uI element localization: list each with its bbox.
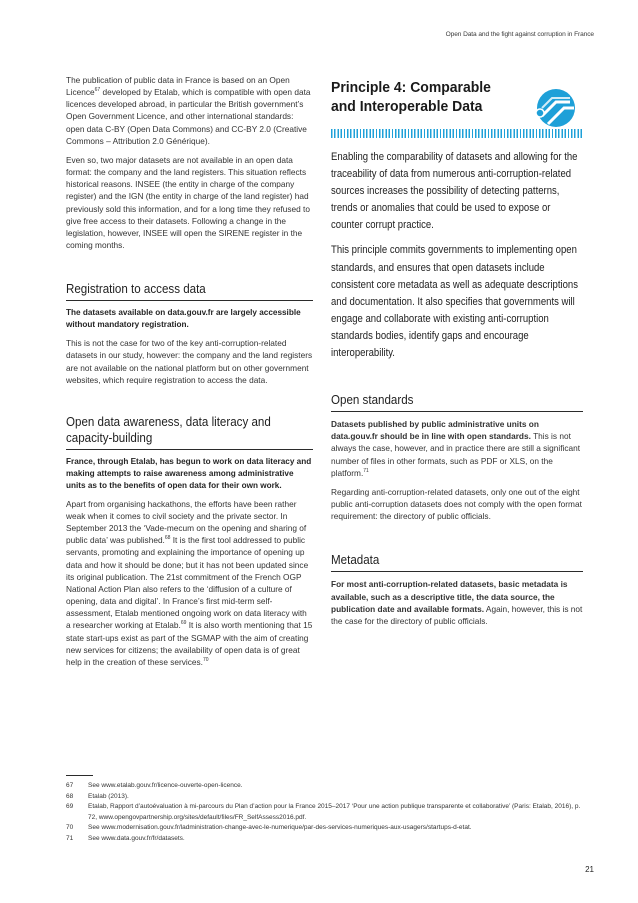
footnote: 67 See www.etalab.gouv.fr/licence-ouverte-open-licence.	[66, 782, 243, 789]
intro-paragraph-1: The publication of public data in France is based on an Open Licence$^{67}$ developed by Etalab, which is compatible with open data licences developed abroad, in particular the British government’s Open Government Licence, and other international standards: open data C-BY (Open Data Commons) and CC-BY 2.0 (Creative Commons – Attribution 2.0 Générique).	[66, 75, 311, 146]
page-number: 21	[585, 865, 594, 874]
right-column	[331, 78, 583, 634]
section-rule	[331, 571, 583, 572]
metadata-heading: Metadata	[331, 553, 380, 568]
section-rule	[331, 411, 583, 412]
footnote: 68 Etalab (2013).	[66, 792, 129, 800]
open-standards-heading: Open standards	[331, 393, 414, 408]
principle-bar-rule	[331, 129, 583, 138]
section-rule	[66, 300, 313, 301]
intro-paragraph-2: Even so, two major datasets are not available in an open data format: the company and the land registers. This situation reflects historical reasons. INSEE (the entity in charge of the company register) and the IGN (the entity in charge of the land register) had previously sold this information, and for a long time they refused to give free access to their datasets. Following a change in the legislation, however, INSEE will open the SIRENE register in the coming months.	[66, 154, 310, 251]
registration-heading: Registration to access data	[66, 282, 206, 297]
registration-body: This is not the case for two of the key anti-corruption-related datasets in our study, however: the company and the land registers are not available on the national platform but on other government websites, which require registration to access the data.	[66, 338, 313, 385]
awareness-body: Apart from organising hackathons, the efforts have been rather weak when it comes to civil society and the private sector. In September 2013 the ‘Vade-mecum on the opening and sharing of public data’ was published.$^{68}$ It is the first tool addressed to public servants, promoting and explaining the importance of opening up data and how it should be done; but it has not been updated since its original publication. The 21st commitment of the French OGP National Action Plan also refers to the ‘diffusion of a culture of opening, data and digital’. In France’s first mid-term self-assessment, Etalab mentioned ongoing work on data literacy with a researcher working at Etalab.$^{69}$ It is also worth mentioning that 15 state start-ups exist as part of the SGMAP with the aim of creating new services for citizens; the availability of open data is of great help in the creation of these services.$^{70}$	[66, 498, 313, 667]
comparable-data-icon	[534, 86, 578, 130]
principle-header	[331, 78, 583, 128]
left-column	[66, 74, 313, 675]
footnote-rule	[66, 775, 93, 776]
awareness-lead: France, through Etalab, has begun to work on data literacy and making attempts to raise awareness among administrative units as to the benefits of open data for their own work.	[66, 456, 312, 490]
section-rule	[66, 449, 313, 450]
open-standards-body: Datasets published by public administrative units on data.gouv.fr should be in line with open standards. This is not always the case, however, and in practice there are still a significant number of files in other formats, such as PDF or XLS, on the platform.$^{71}$	[331, 419, 581, 478]
metadata-body: For most anti-corruption-related datasets, basic metadata is available, such as a descriptive title, the data source, the publication date and available formats. Again, however, this is not the case for the directory of public officials.	[331, 579, 583, 626]
principle-paragraph-1: Enabling the comparability of datasets and allowing for the traceability of data from numerous anti-corruption-related sources increases the possibility of detecting patterns, trends or anomalies that could be used to expose or counter corrupt practice.	[331, 151, 578, 232]
footnote: 71 See www.data.gouv.fr/fr/datasets.	[66, 834, 185, 842]
principle-paragraph-2: This principle commits governments to implementing open standards, and ensures that open datasets include consistent core metadata as well as adequate descriptions and documentation. It also specifies that governments will engage and collaborate with existing anti-corruption standards bodies, identify gaps and encourage interoperability.	[331, 244, 578, 360]
open-standards-body-2: Regarding anti-corruption-related datasets, only one out of the eight public anti-corruption datasets does not comply with the open format requirement: the directory of public officials.	[331, 486, 582, 522]
registration-lead: The datasets available on data.gouv.fr are largely accessible without mandatory registration.	[66, 308, 301, 330]
awareness-heading: Open data awareness, data literacy and capacity-building	[66, 414, 271, 445]
footnote: 69 Etalab, Rapport d’autoévaluation à mi-parcours du Plan d’action pour la France 2015–2017 ‘Pour une action publique transparente et collaborative’ (Paris: Etalab, 2016), p. 72, www.opengovpartnership.org/sites/default/files/FR_SelfAssess2016.pdf.	[66, 803, 581, 821]
footnote: 70 See www.modernisation.gouv.fr/ladministration-change-avec-le-numerique/par-des-services-numeriques-aux-usagers/startups-d-etat.	[66, 824, 472, 831]
footnotes	[66, 781, 586, 844]
principle-title: Principle 4: Comparable and Interoperable Data	[331, 79, 491, 115]
running-header: Open Data and the fight against corruption in France	[445, 31, 594, 38]
